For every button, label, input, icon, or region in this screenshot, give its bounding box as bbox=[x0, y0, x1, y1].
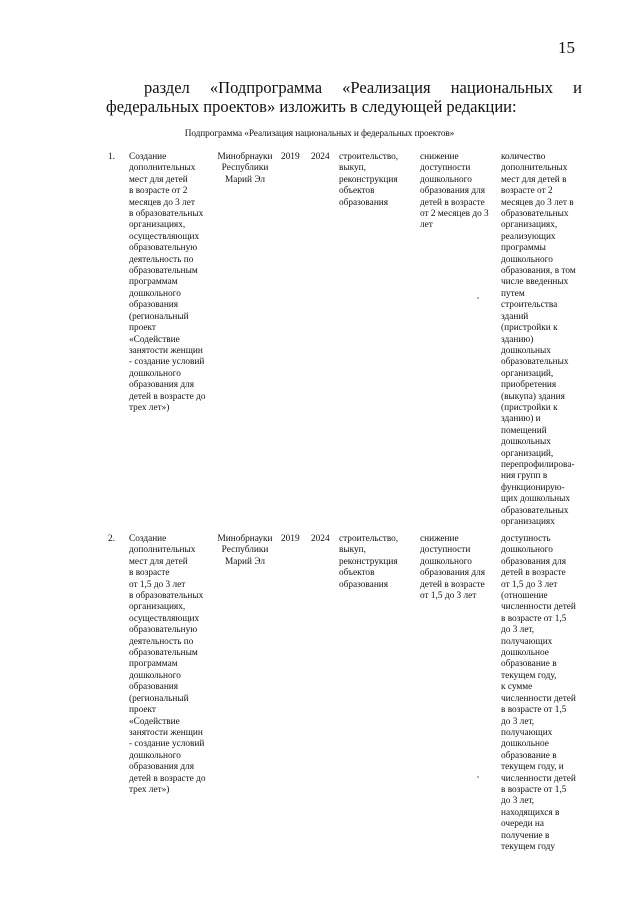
scan-dot bbox=[477, 297, 479, 299]
executor: Минобрнауки Республики Марий Эл bbox=[217, 534, 273, 567]
year-start: 2019 bbox=[281, 534, 300, 544]
row-number: 2. bbox=[108, 534, 115, 544]
row-number: 1. bbox=[108, 152, 115, 162]
expected-result: снижение доступности дошкольного образования для детей в возрасте от 1,5 до 3 лет bbox=[420, 534, 486, 602]
activity-type: строительство, выкуп, реконструкция объектов образования bbox=[339, 152, 399, 208]
activity-name: Создание дополнительных мест для детей в возрасте от 2 месяцев до 3 лет в образовательных организациях, осуществляющих образовательную деятельность по образовательным программам дошкольного образования (региональный проект «Содействие занятости женщин - создание условий дошкольного образования для детей в возрасте до трех лет») bbox=[129, 152, 206, 413]
activity-name: Создание дополнительных мест для детей в возрасте от 1,5 до 3 лет в образовательных организациях, осуществляющих образовательную деятельность по образовательным программам дошкольного образования (региональный проект «Содействие занятости женщин - создание условий дошкольного образования для детей в возрасте до трех лет») bbox=[129, 534, 206, 795]
executor: Минобрнауки Республики Марий Эл bbox=[217, 152, 273, 185]
subprogram-title: Подпрограмма «Реализация национальных и федеральных проектов» bbox=[184, 129, 455, 139]
year-end: 2024 bbox=[311, 152, 330, 162]
year-end: 2024 bbox=[311, 534, 330, 544]
expected-result: снижение доступности дошкольного образования для детей в возрасте от 2 месяцев до 3 лет bbox=[420, 152, 489, 231]
indicator: доступность дошкольного образования для детей в возрасте от 1,5 до 3 лет (отношение численности детей в возрасте от 1,5 до 3 лет, получающих дошкольное образование в текущем году, к сумме численности детей в возрасте от 1,5 до 3 лет, получающих дошкольное образование в текущем году, и численности детей в возрасте от 1,5 до 3 лет, находящихся в очереди на получение в текущем году bbox=[501, 534, 576, 852]
page-number: 15 bbox=[558, 38, 575, 57]
year-start: 2019 bbox=[281, 152, 300, 162]
activity-type: строительство, выкуп, реконструкция объектов образования bbox=[339, 534, 399, 590]
intro-paragraph: раздел «Подпрограмма «Реализация национальных и федеральных проектов» изложить в следующей редакции: bbox=[106, 78, 582, 116]
scan-dot bbox=[477, 776, 479, 778]
indicator: количество дополнительных мест для детей в возрасте от 2 месяцев до 3 лет в образовательных организациях, реализующих программы дошкольного образования, в том числе введенных путем строительства зданий (пристройки к зданию) дошкольных образовательных организаций, приобретения (выкупа) здания (пристройки к зданию) и помещений дошкольных организаций, перепрофилирова- ния групп в функционирую- щих дошкольных образовательных организациях bbox=[501, 152, 576, 527]
